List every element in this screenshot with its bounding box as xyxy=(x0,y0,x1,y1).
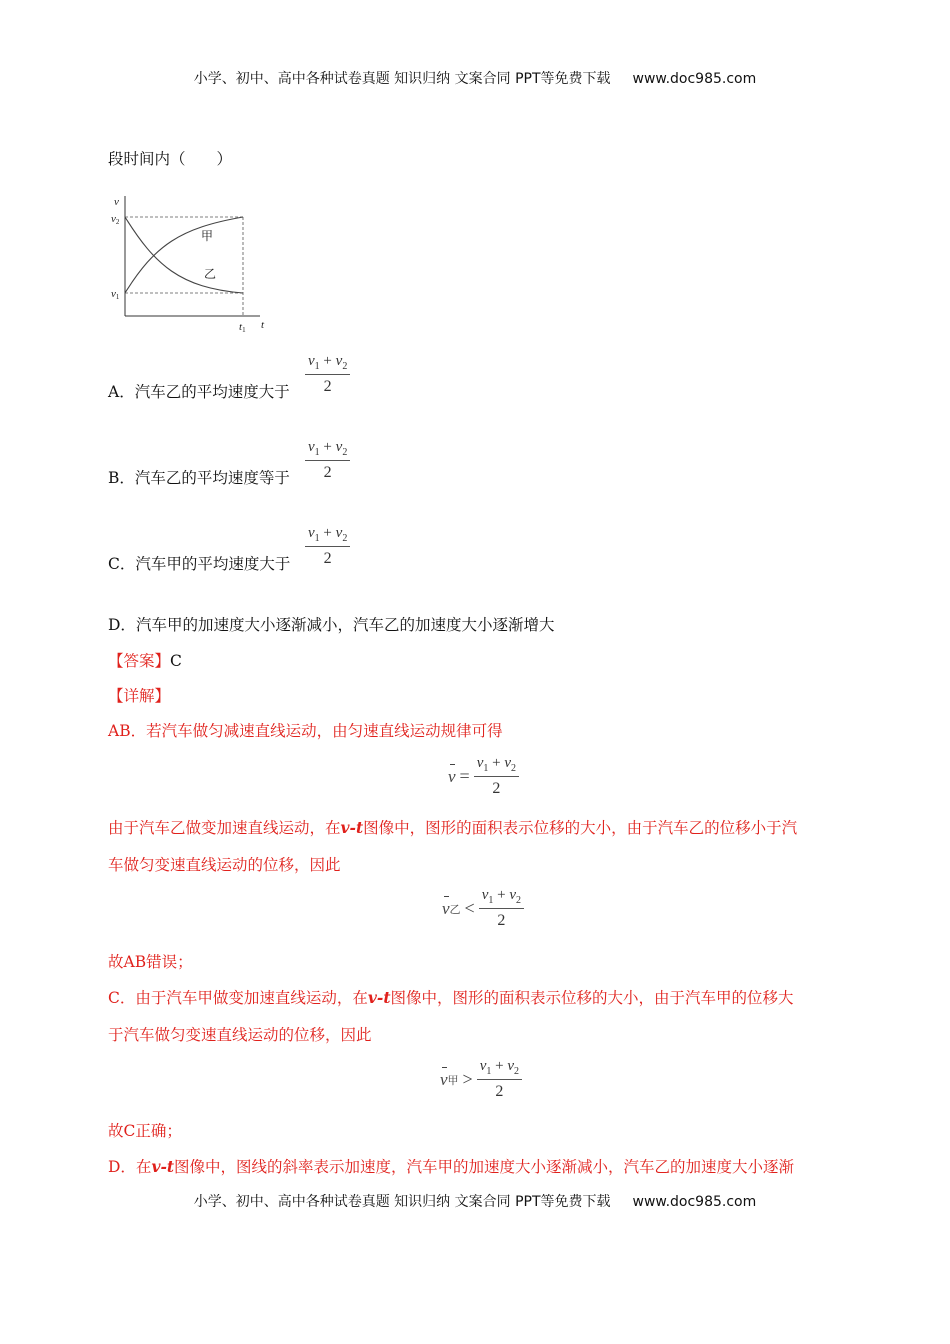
option-b-letter: B． xyxy=(108,469,135,487)
option-d[interactable] xyxy=(108,613,554,635)
option-c-text: 汽车甲的平均速度大于 xyxy=(135,555,291,573)
header-text: 小学、初中、高中各种试卷真题 知识归纳 文案合同 PPT等免费下载 xyxy=(193,71,611,87)
footer-text: 小学、初中、高中各种试卷真题 知识归纳 文案合同 PPT等免费下载 xyxy=(193,1194,611,1210)
axis-v-label: v xyxy=(114,196,119,208)
option-c-fraction: $\frac{v_1 + v_2}{2}$ xyxy=(305,525,350,568)
option-c-letter: C． xyxy=(108,555,136,573)
formula-average-velocity: v = $\frac{v_1 + v_2}{2}$ xyxy=(448,755,519,798)
answer-label: 【答案】 xyxy=(108,652,171,670)
question-stem: 段时间内（ ） xyxy=(108,150,233,168)
curve-yi xyxy=(125,217,243,293)
option-b-text: 汽车乙的平均速度等于 xyxy=(134,469,290,487)
explanation-d-1: D．在v-t图像中，图线的斜率表示加速度，汽车甲的加速度大小逐渐减小，汽车乙的加速度大小逐渐 xyxy=(108,1157,795,1176)
footer-url[interactable]: www.doc985.com xyxy=(632,1194,757,1210)
t1-sub: 1 xyxy=(242,326,246,334)
answer-value: C xyxy=(170,652,182,670)
option-a-letter: A． xyxy=(108,383,135,401)
formula-jia-greater: v 甲 > $\frac{v_1 + v_2}{2}$ xyxy=(440,1058,522,1101)
page-footer xyxy=(0,1191,950,1211)
v2-sub: 2 xyxy=(115,218,120,226)
detail-label: 【详解】 xyxy=(108,687,171,705)
axis-t-label: t xyxy=(261,319,265,331)
option-a-text: 汽车乙的平均速度大于 xyxy=(134,383,290,401)
page-header xyxy=(0,68,950,88)
svg-text:t1 xyxy=(239,321,246,334)
svg-text:v2 xyxy=(111,213,120,226)
option-a-fraction: $\frac{v_1 + v_2}{2}$ xyxy=(305,353,350,396)
t1-label: t xyxy=(239,321,243,333)
svg-text:v1 xyxy=(111,288,120,301)
explanation-ab-body-1: 由于汽车乙做变加速直线运动，在v-t图像中，图形的面积表示位移的大小，由于汽车乙的位移小于汽 xyxy=(108,818,798,837)
option-d-letter: D． xyxy=(108,616,136,634)
v1-sub: 1 xyxy=(115,293,120,301)
explanation-ab-body-2: 车做匀变速直线运动的位移，因此 xyxy=(108,856,341,874)
explanation-ab-intro: AB．若汽车做匀减速直线运动，由匀速直线运动规律可得 xyxy=(108,722,503,740)
option-a[interactable] xyxy=(108,380,290,402)
explanation-c-conclusion: 故C正确； xyxy=(108,1122,182,1140)
label-jia: 甲 xyxy=(201,229,214,243)
explanation-c-2: 于汽车做匀变速直线运动的位移，因此 xyxy=(108,1026,372,1044)
v1-label: v xyxy=(111,288,116,300)
vt-graph xyxy=(100,190,285,338)
v2-label: v xyxy=(111,213,116,225)
label-yi: 乙 xyxy=(204,267,217,281)
option-b-fraction: $\frac{v_1 + v_2}{2}$ xyxy=(305,439,350,482)
explanation-ab-conclusion: 故AB错误； xyxy=(108,953,193,971)
header-url[interactable]: www.doc985.com xyxy=(632,71,757,87)
answer-line xyxy=(108,649,182,671)
curve-jia xyxy=(125,217,243,293)
formula-yi-less: v 乙 < $\frac{v_1 + v_2}{2}$ xyxy=(442,887,524,930)
option-c[interactable] xyxy=(108,552,290,574)
explanation-c-1: C．由于汽车甲做变加速直线运动，在v-t图像中，图形的面积表示位移的大小，由于汽车甲的位移大 xyxy=(108,988,794,1007)
option-d-text: 汽车甲的加速度大小逐渐减小，汽车乙的加速度大小逐渐增大 xyxy=(135,616,555,634)
option-b[interactable] xyxy=(108,466,290,488)
